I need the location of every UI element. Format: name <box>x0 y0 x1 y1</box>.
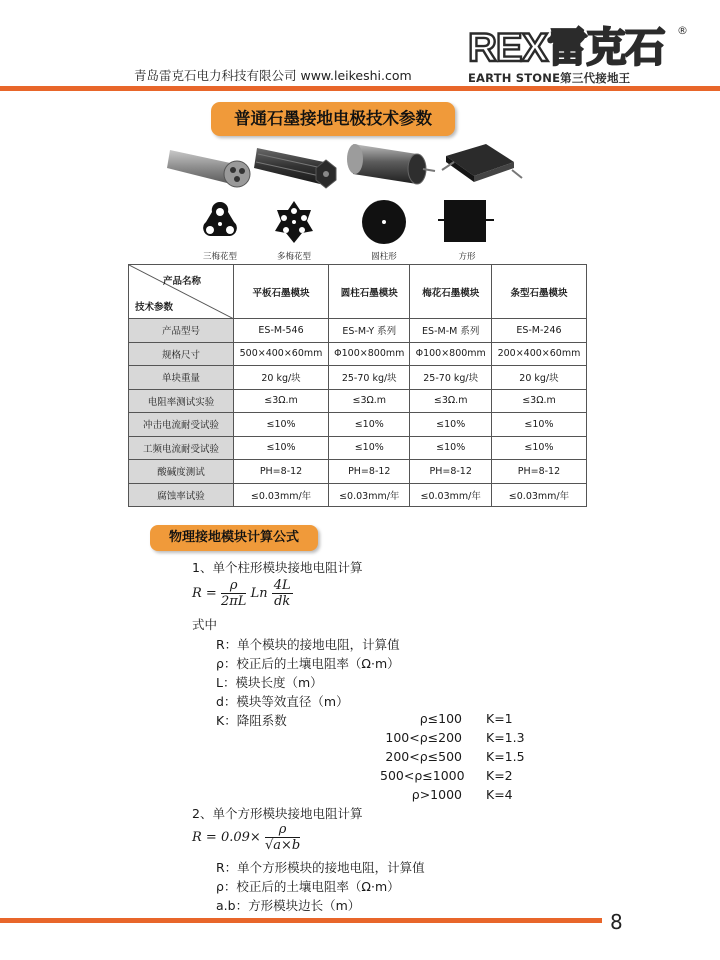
definition-line: ρ：校正后的土壤电阻率（Ω·m） <box>216 656 400 671</box>
row-label: 工频电流耐受试验 <box>129 436 234 460</box>
k-range: ρ≤100 <box>419 711 462 726</box>
definition-line: a.b：方形模块边长（m） <box>216 898 361 913</box>
fraction-denominator: √a×b <box>264 838 301 853</box>
k-value: K=1 <box>486 711 513 726</box>
table-cell: PH=8-12 <box>410 460 491 484</box>
k-range: 200<ρ≤500 <box>385 749 462 764</box>
k-range: 100<ρ≤200 <box>385 730 462 745</box>
k-value: K=2 <box>486 768 513 783</box>
shape-caption: 圆柱形 <box>371 252 397 262</box>
multi-petal-icon <box>272 200 316 244</box>
table-cell: PH=8-12 <box>329 460 410 484</box>
row-label: 单块重量 <box>129 366 234 390</box>
table-row <box>129 366 587 390</box>
definition-line: L：模块长度（m） <box>216 675 323 690</box>
fraction-length <box>272 578 293 609</box>
table-cell: ES-M-546 <box>234 319 329 343</box>
table-cell: ≤10% <box>329 436 410 460</box>
table-cell: 25-70 kg/块 <box>410 366 491 390</box>
table-cell: 25-70 kg/块 <box>329 366 410 390</box>
fraction-numerator: 4L <box>273 578 291 593</box>
table-row <box>129 483 587 507</box>
fraction-numerator: ρ <box>265 822 300 838</box>
table-cell: ES-M-M 系列 <box>410 319 491 343</box>
column-header: 条型石墨模块 <box>491 265 586 319</box>
row-label: 冲击电流耐受试验 <box>129 413 234 437</box>
fraction-numerator: ρ <box>221 578 246 594</box>
square-plate-photo <box>434 140 524 192</box>
spec-table <box>128 264 587 507</box>
three-petal-icon <box>198 200 242 244</box>
table-cell: ≤3Ω.m <box>410 389 491 413</box>
column-header: 平板石墨模块 <box>234 265 329 319</box>
cylinder-formula: R = $\frac{\rho}{2\pi L}$ Ln $\frac{4L}{dk}$ <box>192 578 291 609</box>
table-cell: ≤3Ω.m <box>491 389 586 413</box>
row-label: 电阻率测试实验 <box>129 389 234 413</box>
calc1-heading: 1、单个柱形模块接地电阻计算 <box>192 560 363 575</box>
table-row <box>129 319 587 343</box>
table-cell: 20 kg/块 <box>491 366 586 390</box>
table-cell: Φ100×800mm <box>410 342 491 366</box>
formula-ln: Ln <box>250 586 268 601</box>
rex-logo <box>468 26 690 84</box>
row-label: 酸碱度测试 <box>129 460 234 484</box>
multi-petal-photo <box>252 140 342 190</box>
table-cell: ≤0.03mm/年 <box>491 483 586 507</box>
table-row <box>129 436 587 460</box>
footer-divider <box>0 918 602 923</box>
shape-caption: 方形 <box>458 252 476 262</box>
row-label: 产品型号 <box>129 319 234 343</box>
fraction-denominator: dk <box>274 594 291 609</box>
table-cell: Φ100×800mm <box>329 342 410 366</box>
shape-caption: 三梅花型 <box>202 252 237 262</box>
fraction-rho <box>221 578 246 609</box>
table-cell: ≤10% <box>491 413 586 437</box>
section-title: 物理接地模块计算公式 <box>150 525 318 551</box>
table-cell: 20 kg/块 <box>234 366 329 390</box>
registered-mark: ® <box>677 24 688 37</box>
table-cell: ≤0.03mm/年 <box>329 483 410 507</box>
table-header-row <box>129 265 587 319</box>
k-range: 500<ρ≤1000 <box>380 768 465 783</box>
fraction-denominator: 2πL <box>220 594 247 609</box>
table-row <box>129 413 587 437</box>
k-value: K=1.5 <box>486 749 525 764</box>
definition-line: d：模块等效直径（m） <box>216 694 349 709</box>
table-cell: ≤3Ω.m <box>234 389 329 413</box>
table-cell: ≤10% <box>234 413 329 437</box>
shape-caption: 多梅花型 <box>276 252 311 262</box>
formula-lhs: R <box>192 586 202 601</box>
row-label: 腐蚀率试验 <box>129 483 234 507</box>
corner-product-label: 产品名称 <box>163 276 202 287</box>
table-cell: ≤10% <box>491 436 586 460</box>
definition-line: R：单个方形模块的接地电阻，计算值 <box>216 860 425 875</box>
k-value: K=1.3 <box>486 730 525 745</box>
table-cell: ES-M-246 <box>491 319 586 343</box>
header-divider <box>0 86 720 91</box>
cylinder-photo <box>343 138 438 190</box>
square-formula <box>192 822 300 853</box>
definition-line: K：降阻系数 <box>216 713 287 728</box>
row-label: 规格尺寸 <box>129 342 234 366</box>
table-cell: PH=8-12 <box>234 460 329 484</box>
corner-param-label: 技术参数 <box>135 302 174 313</box>
table-cell: ≤10% <box>329 413 410 437</box>
table-cell: ≤3Ω.m <box>329 389 410 413</box>
table-cell: ≤10% <box>410 413 491 437</box>
fraction-sqrt <box>265 822 300 853</box>
logo-subtitle: EARTH STONE第三代接地王 <box>468 71 631 85</box>
column-header: 圆柱石墨模块 <box>329 265 410 319</box>
calc2-heading: 2、单个方形模块接地电阻计算 <box>192 806 363 821</box>
definition-line: R：单个模块的接地电阻，计算值 <box>216 637 400 652</box>
where-label: 式中 <box>192 617 218 632</box>
definition-line: ρ：校正后的土壤电阻率（Ω·m） <box>216 879 400 894</box>
column-header: 梅花石墨模块 <box>410 265 491 319</box>
square-plate-icon <box>436 198 496 244</box>
table-row <box>129 460 587 484</box>
table-corner-cell <box>129 265 234 319</box>
logo-text: REX雷克石 <box>468 26 665 70</box>
table-cell: PH=8-12 <box>491 460 586 484</box>
k-range: ρ>1000 <box>411 787 462 802</box>
sqrt-radicand: a×b <box>273 838 301 853</box>
table-cell: ES-M-Y 系列 <box>329 319 410 343</box>
k-value: K=4 <box>486 787 513 802</box>
cylinder-icon <box>360 198 408 246</box>
table-cell: ≤10% <box>234 436 329 460</box>
company-header: 青岛雷克石电力科技有限公司 www.leikeshi.com <box>134 68 412 83</box>
table-cell: ≤0.03mm/年 <box>410 483 491 507</box>
table-cell: ≤0.03mm/年 <box>234 483 329 507</box>
table-cell: ≤10% <box>410 436 491 460</box>
formula-lhs: R = 0.09× <box>192 830 261 845</box>
table-row <box>129 342 587 366</box>
page-number: 8 <box>610 910 623 934</box>
page-title: 普通石墨接地电极技术参数 <box>211 102 455 136</box>
table-cell: 500×400×60mm <box>234 342 329 366</box>
table-cell: 200×400×60mm <box>491 342 586 366</box>
table-row <box>129 389 587 413</box>
three-petal-photo <box>165 140 255 190</box>
